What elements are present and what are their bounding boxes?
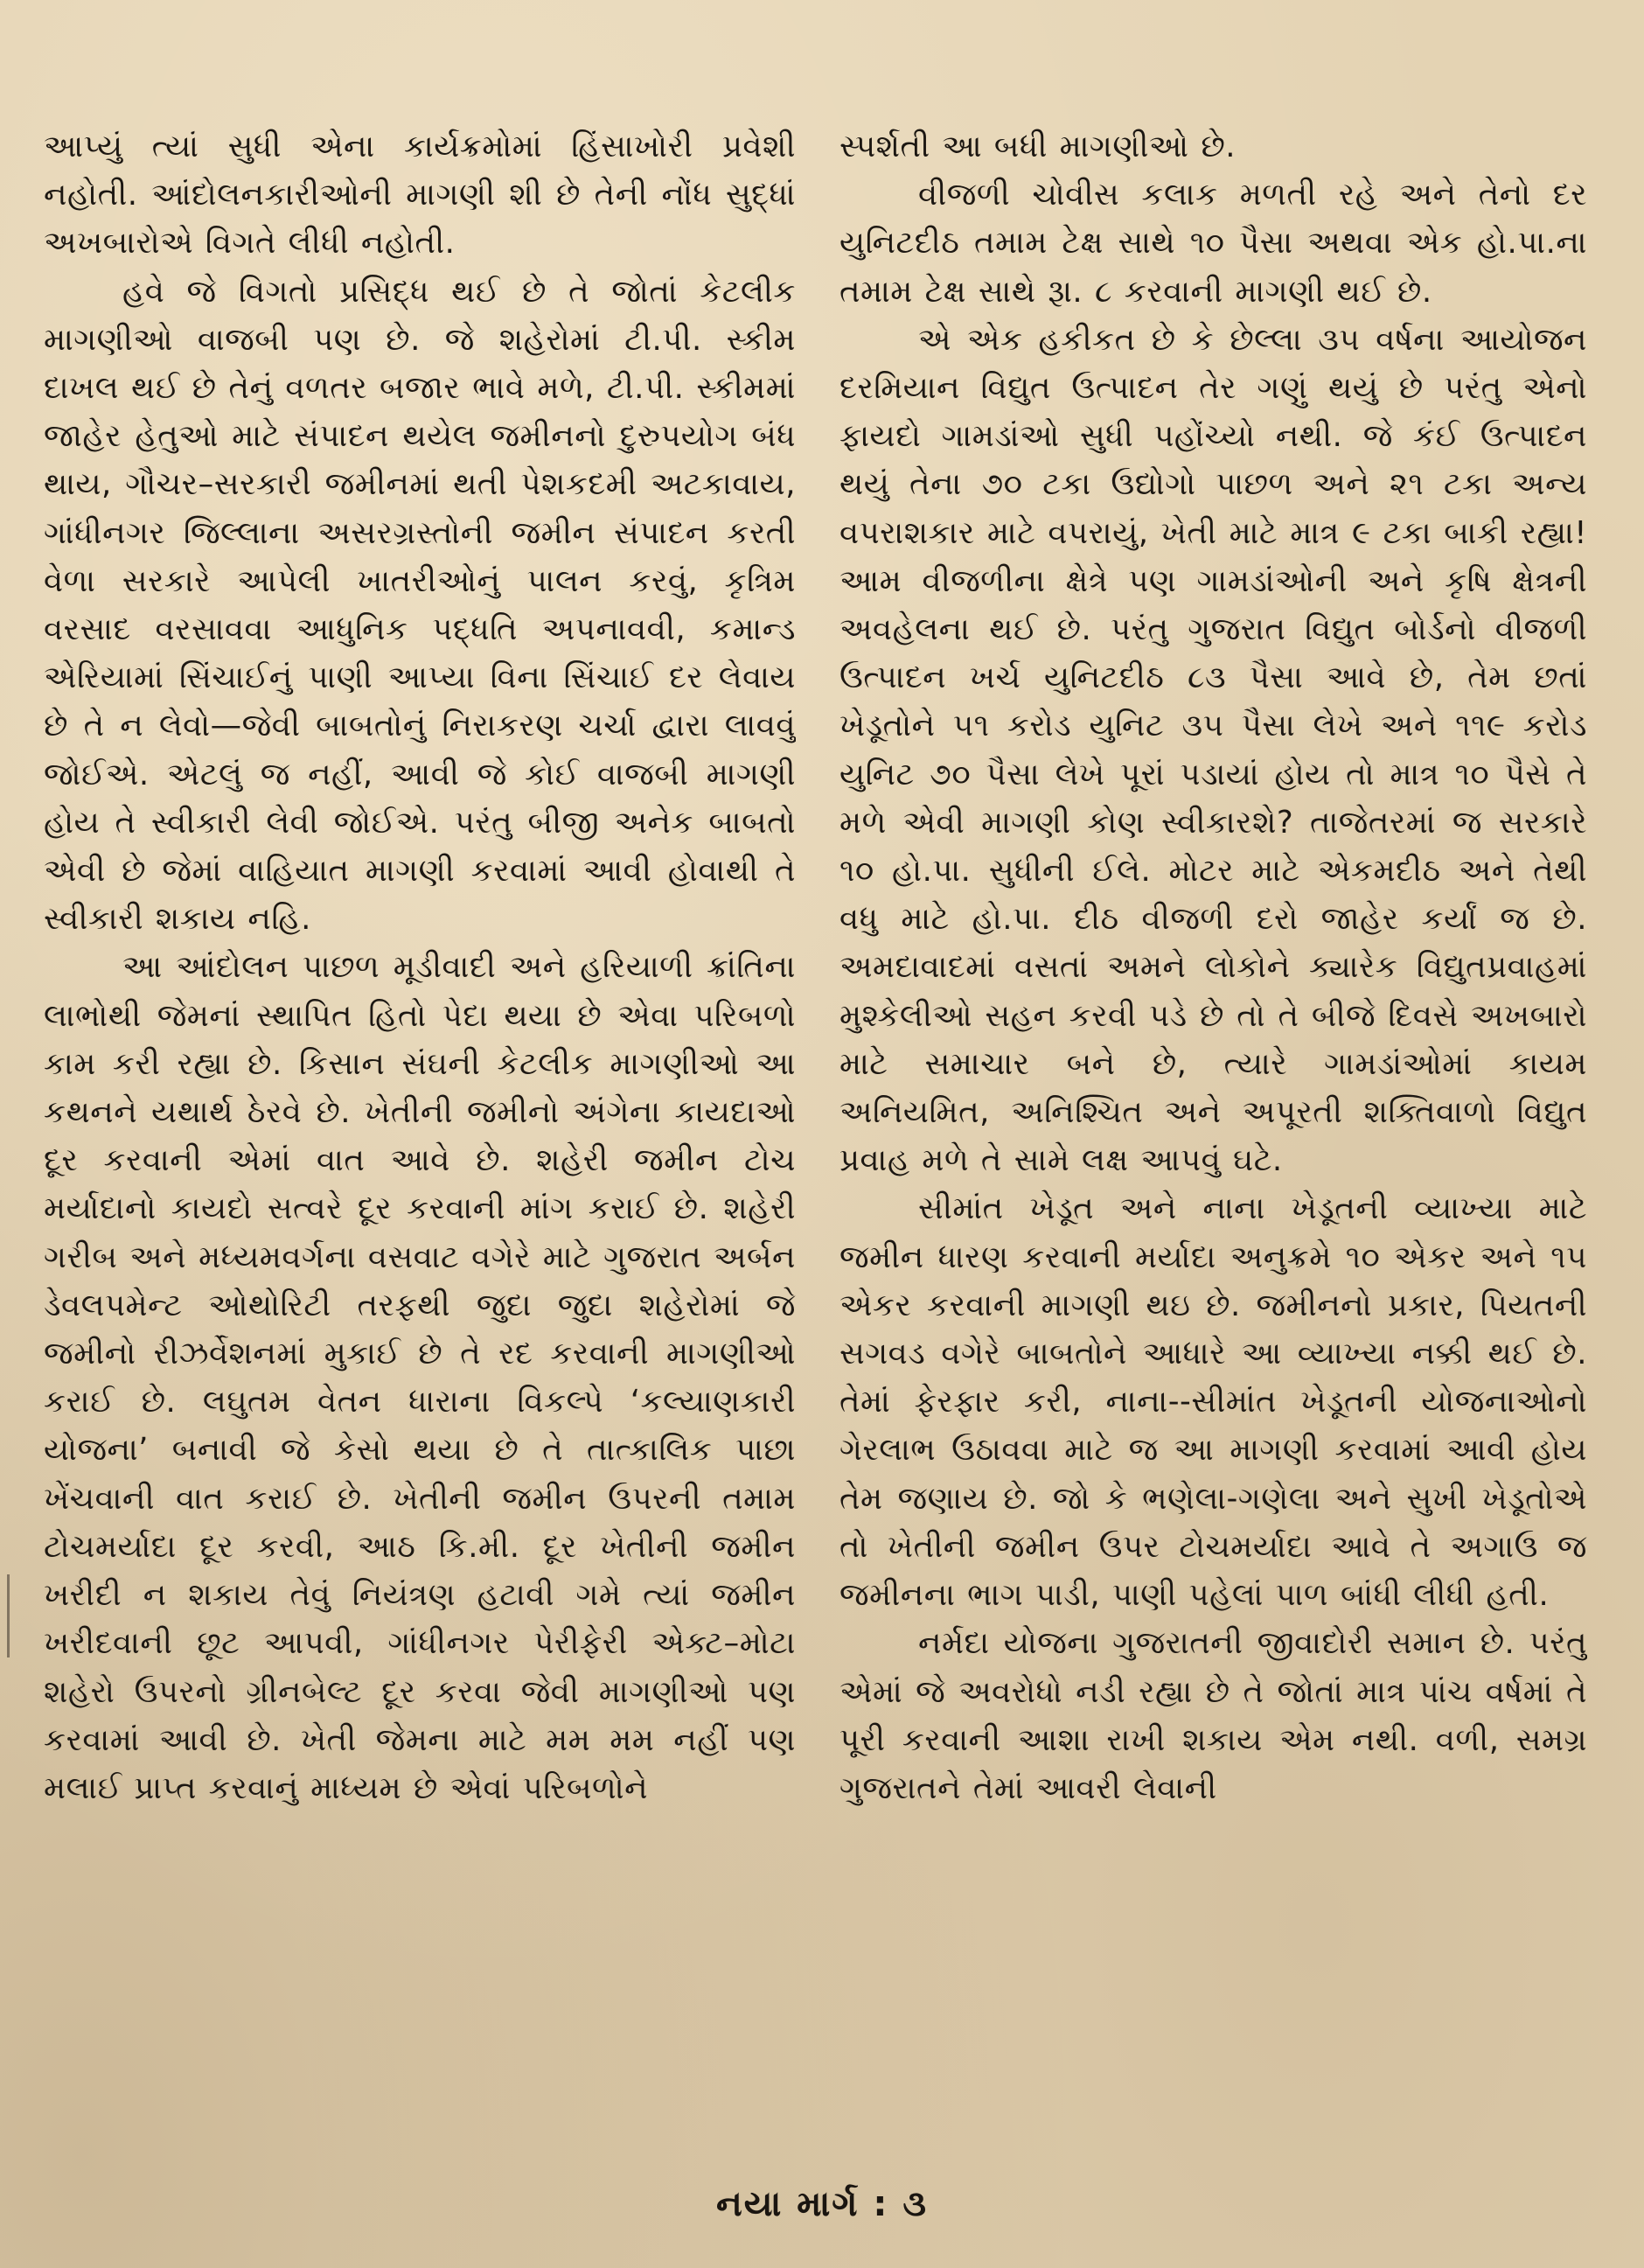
page-footer: નયા માર્ગ : ૩ <box>715 2184 928 2224</box>
paragraph: આ આંદોલન પાછળ મૂડીવાદી અને હરિયાળી ક્રાંતિના લાભોથી જેમનાં સ્થાપિત હિતો પેદા થયા છે એવા પરિબળો કામ કરી રહ્યા છે. કિસાન સંઘની કેટલીક માગણીઓ આ કથનને યથાર્થ ઠેરવે છે. ખેતીની જમીનો અંગેના કાયદાઓ દૂર કરવાની એમાં વાત આવે છે. શહેરી જમીન ટોચ મર્યાદાનો કાયદો સત્વરે દૂર કરવાની માંગ કરાઈ છે. શહેરી ગરીબ અને મધ્યમવર્ગના વસવાટ વગેરે માટે ગુજરાત અર્બન ડેવલપમેન્ટ ઓથોરિટી તરફથી જુદા જુદા શહેરોમાં જે જમીનો રીઝર્વેશનમાં મુકાઈ છે તે રદ કરવાની માગણીઓ કરાઈ છે. લઘુતમ વેતન ધારાના વિકલ્પે ‘કલ્યાણકારી યોજના’ બનાવી જે કેસો થયા છે તે તાત્કાલિક પાછા ખેંચવાની વાત કરાઈ છે. ખેતીની જમીન ઉપરની તમામ ટોચમર્યાદા દૂર કરવી, આઠ કિ.મી. દૂર ખેતીની જમીન ખરીદી ન શકાય તેવું નિયંત્રણ હટાવી ગમે ત્યાં જમીન ખરીદવાની છૂટ આપવી, ગાંધીનગર પેરીફેરી એક્ટ–મોટા શહેરો ઉપરનો ગ્રીનબેલ્ટ દૂર કરવા જેવી માગણીઓ પણ કરવામાં આવી છે. ખેતી જેમના માટે મમ મમ નહીં પણ મલાઈ પ્રાપ્ત કરવાનું માધ્યમ છે એવાં પરિબળોને <box>44 949 796 1806</box>
left-column <box>44 122 796 2134</box>
paragraph: એ એક હકીકત છે કે છેલ્લા ૩૫ વર્ષના આયોજન દરમિયાન વિદ્યુત ઉત્પાદન તેર ગણું થયું છે પરંતુ એનો ફાયદો ગામડાંઓ સુધી પહોંચ્યો નથી. જે કંઈ ઉત્પાદન થયું તેના ૭૦ ટકા ઉદ્યોગો પાછળ અને ૨૧ ટકા અન્ય વપરાશકાર માટે વપરાયું, ખેતી માટે માત્ર ૯ ટકા બાકી રહ્યા! આમ વીજળીના ક્ષેત્રે પણ ગામડાંઓની અને કૃષિ ક્ષેત્રની અવહેલના થઈ છે. પરંતુ ગુજરાત વિદ્યુત બોર્ડનો વીજળી ઉત્પાદન ખર્ચ યુનિટદીઠ ૮૩ પૈસા આવે છે, તેમ છતાં ખેડૂતોને ૫૧ કરોડ યુનિટ ૩૫ પૈસા લેખે અને ૧૧૯ કરોડ યુનિટ ૭૦ પૈસા લેખે પૂરાં પડાયાં હોય તો માત્ર ૧૦ પૈસે તે મળે એવી માગણી કોણ સ્વીકારશે? તાજેતરમાં જ સરકારે ૧૦ હો.પા. સુધીની ઈલે. મોટર માટે એકમદીઠ અને તેથી વધુ માટે હો.પા. દીઠ વીજળી દરો જાહેર કર્યાં જ છે. અમદાવાદમાં વસતાં અમને લોકોને ક્યારેક વિદ્યુતપ્રવાહમાં મુશ્કેલીઓ સહન કરવી પડે છે તો તે બીજે દિવસે અખબારો માટે સમાચાર બને છે, ત્યારે ગામડાંઓમાં કાયમ અનિયમિત, અનિશ્ચિત અને અપૂરતી શક્તિવાળો વિદ્યુત પ્રવાહ મળે તે સામે લક્ષ આપવું ઘટે. <box>839 321 1587 1179</box>
paragraph: વીજળી ચોવીસ કલાક મળતી રહે અને તેનો દર યુનિટદીઠ તમામ ટેક્ષ સાથે ૧૦ પૈસા અથવા એક હો.પા.ના તમામ ટેક્ષ સાથે રૂા. ૮ કરવાની માગણી થઈ છે. <box>839 177 1587 310</box>
paragraph: સ્પર્શતી આ બધી માગણીઓ છે. <box>839 129 1236 164</box>
paragraph: આપ્યું ત્યાં સુધી એના કાર્યક્રમોમાં હિંસાખોરી પ્રવેશી નહોતી. આંદોલનકારીઓની માગણી શી છે તેની નોંધ સુદ્ધાં અખબારોએ વિગતે લીધી નહોતી. <box>44 129 796 262</box>
paragraph: સીમાંત ખેડૂત અને નાના ખેડૂતની વ્યાખ્યા માટે જમીન ધારણ કરવાની મર્યાદા અનુક્રમે ૧૦ એકર અને ૧૫ એકર કરવાની માગણી થઇ છે. જમીનનો પ્રકાર, પિયતની સગવડ વગેરે બાબતોને આધારે આ વ્યાખ્યા નક્કી થઈ છે. તેમાં ફેરફાર કરી, નાના--સીમાંત ખેડૂતની યોજનાઓનો ગેરલાભ ઉઠાવવા માટે જ આ માગણી કરવામાં આવી હોય તેમ જણાય છે. જો કે ભણેલા-ગણેલા અને સુખી ખેડૂતોએ તો ખેતીની જમીન ઉપર ટોચમર્યાદા આવે તે અગાઉ જ જમીનના ભાગ પાડી, પાણી પહેલાં પાળ બાંધી લીધી હતી. <box>839 1190 1587 1614</box>
paragraph: હવે જે વિગતો પ્રસિદ્ધ થઈ છે તે જોતાં કેટલીક માગણીઓ વાજબી પણ છે. જે શહેરોમાં ટી.પી. સ્કીમ દાખલ થઈ છે તેનું વળતર બજાર ભાવે મળે, ટી.પી. સ્કીમમાં જાહેર હેતુઓ માટે સંપાદન થયેલ જમીનનો દુરુપયોગ બંધ થાય, ગૌચર–સરકારી જમીનમાં થતી પેશકદમી અટકાવાય, ગાંધીનગર જિલ્લાના અસરગ્રસ્તોની જમીન સંપાદન કરતી વેળા સરકારે આપેલી ખાતરીઓનું પાલન કરવું, કૃત્રિમ વરસાદ વરસાવવા આધુનિક પદ્ધતિ અપનાવવી, કમાન્ડ એરિયામાં સિંચાઈનું પાણી આપ્યા વિના સિંચાઈ દર લેવાય છે તે ન લેવો—જેવી બાબતોનું નિરાકરણ ચર્ચા દ્વારા લાવવું જોઈએ. એટલું જ નહીં, આવી જે કોઈ વાજબી માગણી હોય તે સ્વીકારી લેવી જોઈએ. પરંતુ બીજી અનેક બાબતો એવી છે જેમાં વાહિયાત માગણી કરવામાં આવી હોવાથી તે સ્વીકારી શકાય નહિ. <box>44 273 796 938</box>
paragraph: નર્મદા યોજના ગુજરાતની જીવાદોરી સમાન છે. પરંતુ એમાં જે અવરોધો નડી રહ્યા છે તે જોતાં માત્ર પાંચ વર્ષમાં તે પૂરી કરવાની આશા રાખી શકાય એમ નથી. વળી, સમગ્ર ગુજરાતને તેમાં આવરી લેવાની <box>839 1625 1587 1806</box>
margin-pencil-mark <box>7 1574 10 1657</box>
right-column <box>839 122 1587 2134</box>
